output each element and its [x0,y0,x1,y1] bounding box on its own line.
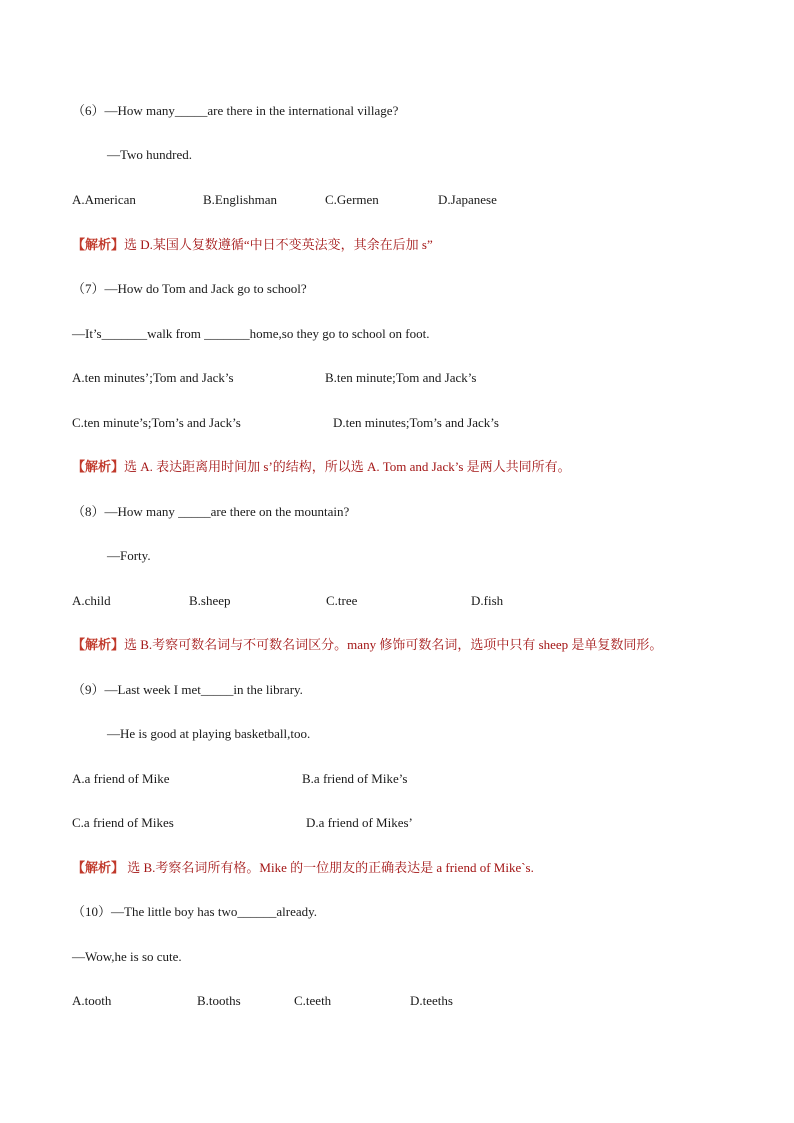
question-10-option-c: C.teeth [294,993,332,1008]
question-6-option-d: D.Japanese [438,192,497,207]
analysis-text: 选 D.某国人复数遵循“中日不变英法变，其余在后加 s” [124,237,433,252]
question-7-reply: —It’s_______walk from _______home,so they go to school on foot. [72,326,430,341]
analysis-tag: 【解析】 [72,459,125,474]
question-10-prompt: （10）—The little boy has two______already. [72,904,318,919]
question-8-reply: —Forty. [107,548,151,563]
question-10-option-a: A.tooth [72,993,112,1008]
question-6-option-a: A.American [72,192,136,207]
question-8-analysis [72,637,662,653]
question-7-option-a: A.ten minutes’;Tom and Jack’s [72,370,234,385]
question-9-prompt: （9）—Last week I met_____in the library. [72,682,303,697]
question-7-option-c: C.ten minute’s;Tom’s and Jack’s [72,415,241,430]
analysis-text: 选 A. 表达距离用时间加 s’的结构，所以选 A. Tom and Jack’s 是两人共同所有。 [124,459,571,474]
question-6-option-c: C.Germen [325,192,379,207]
question-6-analysis [72,237,433,253]
question-8-prompt: （8）—How many _____are there on the mountain? [72,504,350,519]
question-9-option-d: D.a friend of Mikes’ [306,815,413,830]
analysis-text: 选 B.考察可数名词与不可数名词区分。many 修饰可数名词，选项中只有 sheep 是单复数同形。 [124,637,663,652]
question-8-option-a: A.child [72,593,111,608]
question-6-reply: —Two hundred. [107,147,193,162]
analysis-tag: 【解析】 [72,637,125,652]
question-9-option-a: A.a friend of Mike [72,771,170,786]
question-7-analysis [72,459,571,475]
question-10-option-b: B.tooths [197,993,241,1008]
analysis-tag: 【解析】 [72,860,125,875]
question-6-prompt: （6）—How many_____are there in the international village? [72,103,399,118]
analysis-text: 选 B.考察名词所有格。Mike 的一位朋友的正确表达是 a friend of Mike`s. [124,860,534,875]
analysis-tag: 【解析】 [72,237,125,252]
question-10-reply: —Wow,he is so cute. [72,949,182,964]
question-9-option-c: C.a friend of Mikes [72,815,174,830]
question-8-option-d: D.fish [471,593,504,608]
question-7-option-b: B.ten minute;Tom and Jack’s [325,370,477,385]
question-6-option-b: B.Englishman [203,192,278,207]
question-7-option-d: D.ten minutes;Tom’s and Jack’s [333,415,499,430]
question-8-option-c: C.tree [326,593,358,608]
question-7-prompt: （7）—How do Tom and Jack go to school? [72,281,307,296]
question-9-analysis [72,860,534,876]
question-9-reply: —He is good at playing basketball,too. [107,726,311,741]
question-8-option-b: B.sheep [189,593,231,608]
question-9-option-b: B.a friend of Mike’s [302,771,408,786]
question-10-option-d: D.teeths [410,993,453,1008]
